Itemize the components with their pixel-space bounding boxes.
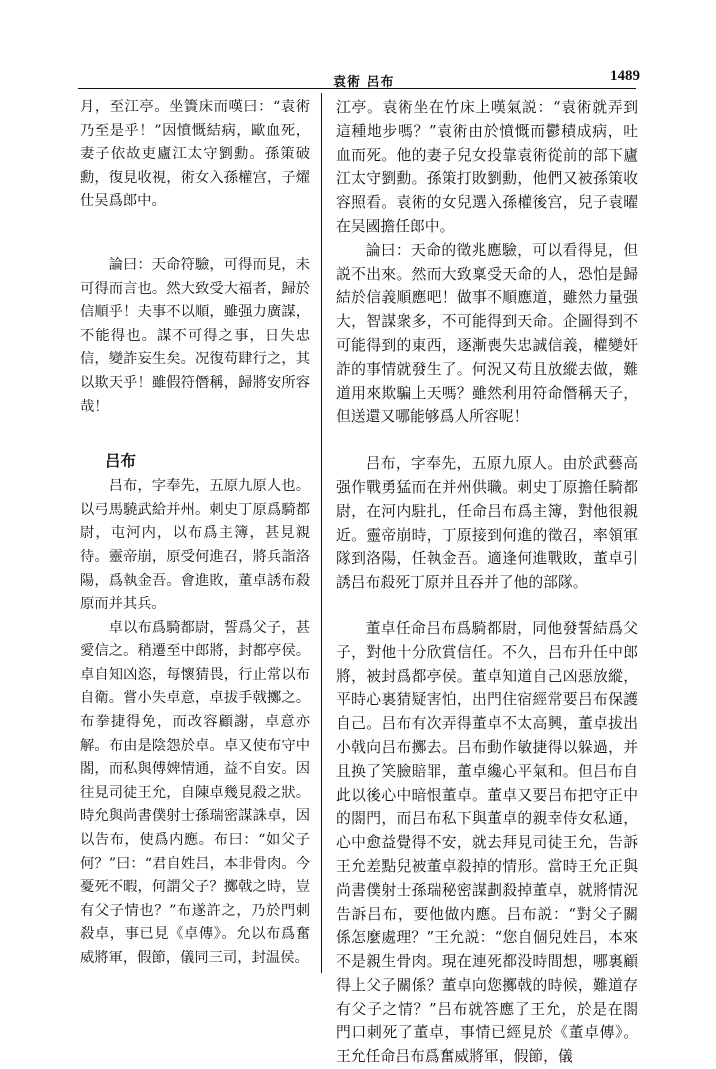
running-title: 袁術 呂布 xyxy=(333,75,395,90)
translation-paragraph-4: 董卓任命吕布爲騎都尉，同他發誓結爲父子，對他十分欣賞信任。不久，吕布升任中郎將，被封爲都亭侯。董卓知道自己凶惡放縱，平時心裏猜疑害怕，出門住宿經常要吕布保護自己。吕布有次弄得董卓不太高興，董卓拔出小戟向吕布擲去。吕布動作敏捷得以躲過，并且换了笑臉賠罪，董卓纔心平氣和。但吕布自此以後心中暗恨董卓。董卓又要吕布把守正中的閤門，而吕布私下與董卓的親幸侍女私通，心中愈益覺得不安，就去拜見司徒王允，告訴王允差點兒被董卓殺掉的情形。當時王允正與尚書僕射士孫瑞秘密謀劃殺掉董卓，就將情況告訴吕布，要他做内應。吕布説：“對父子關係怎麼處理？”王允説：“您自個兒姓吕，本來不是親生骨肉。現在連死都没時間想，哪裏顧得上父子關係？董卓向您擲戟的時候，難道存有父子之情？”吕布就答應了王允，於是在閤門口刺死了董卓，事情已經見於《董卓傳》。王允任命吕布爲奮威將軍，假節，儀 xyxy=(336,619,638,1066)
column-divider xyxy=(321,93,322,973)
header-rule xyxy=(78,88,636,89)
classical-paragraph-3: 吕布，字奉先，五原九原人也。以弓馬驍武給并州。刺史丁原爲騎都尉，屯河内，以布爲主簿，甚見親待。靈帝崩，原受何進召，將兵詣洛陽，爲執金吾。會進敗，董卓誘布殺原而并其兵。 xyxy=(80,478,310,613)
section-heading: 吕布 xyxy=(105,452,137,471)
classical-paragraph-1: 月，至江亭。坐簀床而嘆曰：“袁術乃至是乎！”因憤慨結病，歐血死，妻子依故吏廬江太守劉勳。孫策破勳，復見收視，術女入孫權宫，子燿仕吴爲郎中。 xyxy=(80,99,310,210)
translation-column xyxy=(336,96,638,1069)
translation-paragraph-1: 江亭。袁術坐在竹床上嘆氣説：“袁術就弄到這種地步嗎？”袁術由於憤慨而鬱積成病，吐血而死。他的妻子兒女投靠袁術從前的部下廬江太守劉勳。孫策打敗劉勳，他們又被孫策收容照看。袁術的女兒選入孫權後宫，兒子袁曜在吴國擔任郎中。 xyxy=(336,99,638,235)
classical-text-column xyxy=(80,96,310,971)
page-number: 1489 xyxy=(610,68,640,84)
classical-paragraph-2: 論曰：天命符驗，可得而見，未可得而言也。然大致受大福者，歸於信順乎！夫事不以順，雖强力廣謀，不能得也。謀不可得之事，日失忠信，變詐妄生矣。况復苟肆行之，其以欺天乎！雖假符僭稱，歸將安所容哉！ xyxy=(80,256,310,415)
translation-paragraph-3: 吕布，字奉先，五原九原人。由於武藝高强作戰勇猛而在并州供職。刺史丁原擔任騎都尉，在河内駐扎，任命吕布爲主簿，對他很親近。靈帝崩時，丁原接到何進的徵召，率領軍隊到洛陽，任執金吾。適逢何進戰敗，董卓引誘吕布殺死丁原并且吞并了他的部隊。 xyxy=(336,455,638,592)
page-header xyxy=(0,0,716,100)
translation-paragraph-2: 論曰：天命的徵兆應驗，可以看得見，但説不出來。然而大致稟受天命的人，恐怕是歸結於信義順應吧！做事不順應道，雖然力量强大，智謀衆多，不可能得到天命。企圖得到不可能得到的東西，逐漸喪失忠誠信義，權變奸詐的事情就發生了。何況又苟且放縱去做，難道用來欺騙上天嗎？雖然利用符命僭稱天子，但送還又哪能够爲人所容呢！ xyxy=(336,241,638,426)
classical-paragraph-4: 卓以布爲騎都尉，誓爲父子，甚愛信之。稍遷至中郎將，封都亭侯。卓自知凶恣，每懷猜畏，行止常以布自衛。嘗小失卓意，卓拔手戟擲之。布拳捷得免，而改容顧謝，卓意亦解。布由是陰怨於卓。卓又使布守中閤，而私與傅婢情通，益不自安。因往見司徒王允，自陳卓幾見殺之狀。時允與尚書僕射士孫瑞密謀誅卓，因以告布，使爲内應。布曰：“如父子何？”曰：“君自姓吕，本非骨肉。今憂死不暇，何謂父子？擲戟之時，豈有父子情也？”布遂許之，乃於門刺殺卓，事已見《卓傳》。允以布爲奮威將軍，假節，儀同三司，封温侯。 xyxy=(80,619,310,966)
